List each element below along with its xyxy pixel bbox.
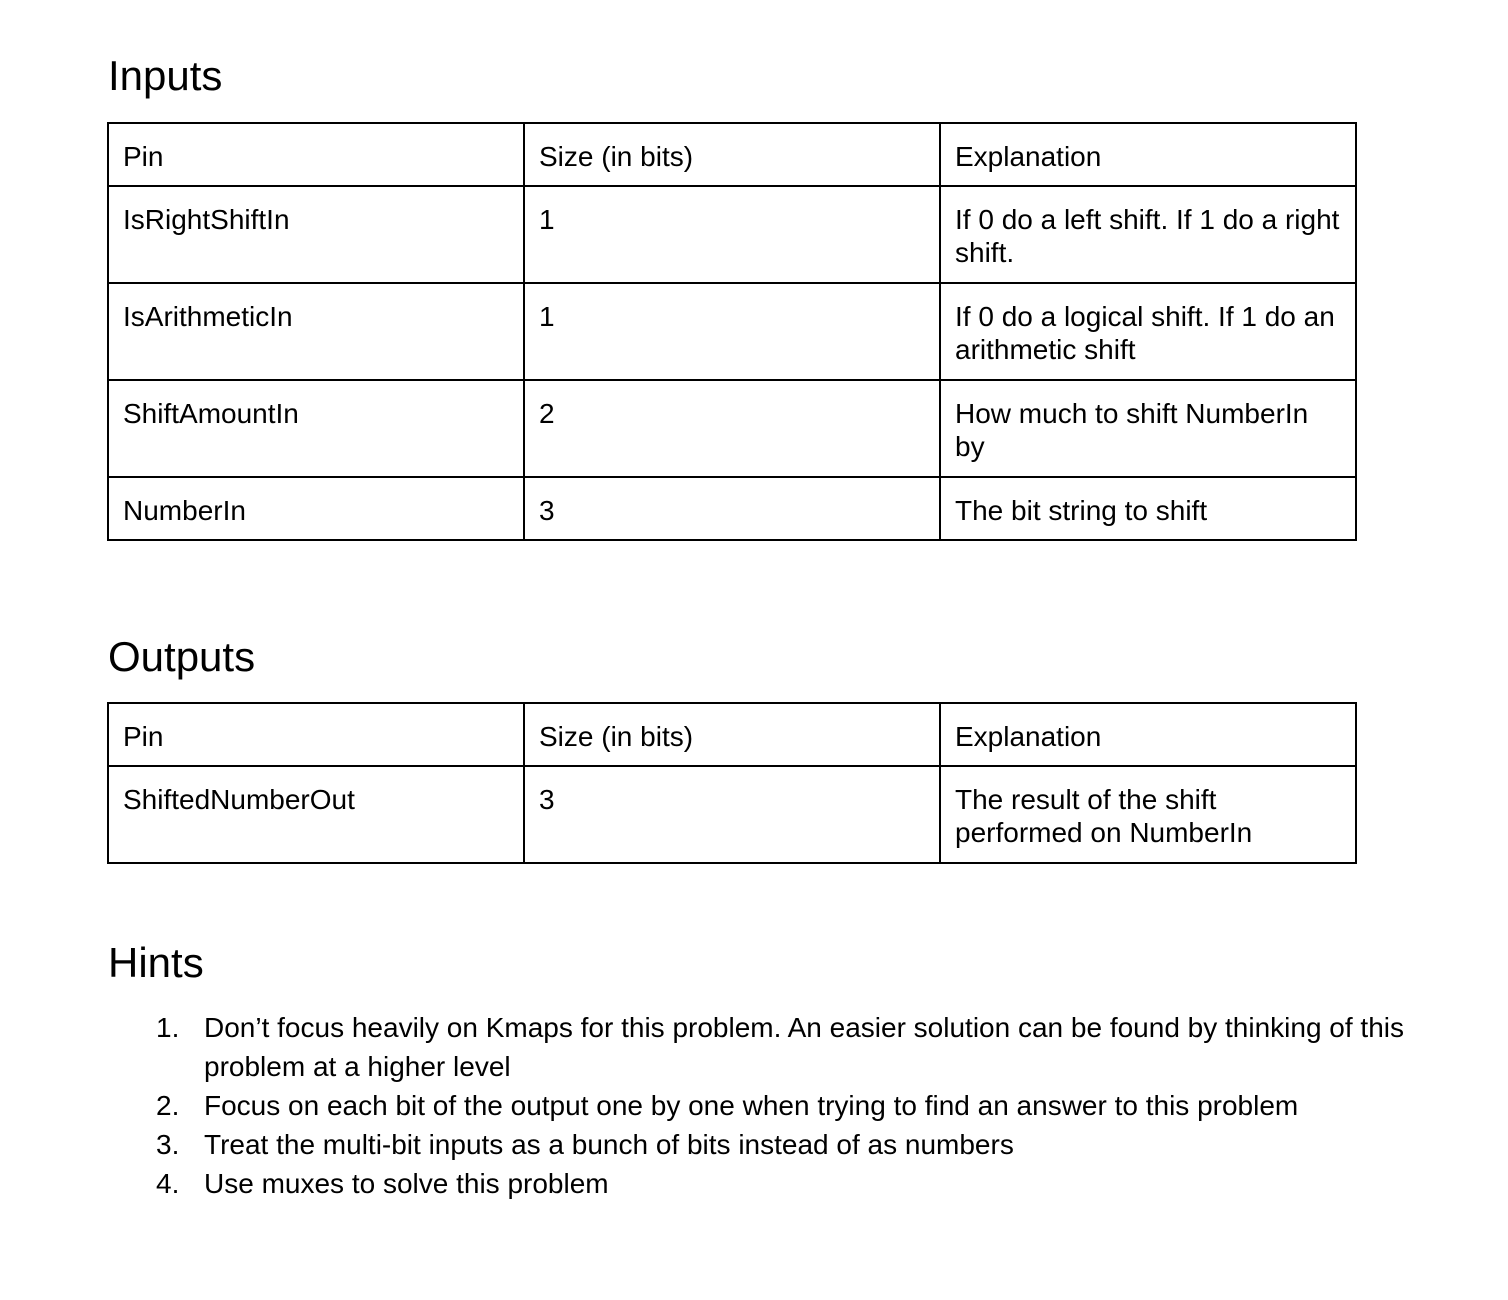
pin-cell: IsRightShiftIn bbox=[108, 186, 524, 283]
header-explanation: Explanation bbox=[940, 123, 1356, 186]
size-cell: 1 bbox=[524, 283, 940, 380]
header-size: Size (in bits) bbox=[524, 123, 940, 186]
explanation-cell: The bit string to shift bbox=[940, 477, 1356, 540]
size-cell: 2 bbox=[524, 380, 940, 477]
header-pin: Pin bbox=[108, 703, 524, 766]
header-explanation: Explanation bbox=[940, 703, 1356, 766]
hints-heading: Hints bbox=[108, 939, 204, 986]
explanation-cell: If 0 do a logical shift. If 1 do an arithmetic shift bbox=[940, 283, 1356, 380]
list-item bbox=[150, 1086, 1410, 1125]
header-pin: Pin bbox=[108, 123, 524, 186]
list-item-text: Treat the multi-bit inputs as a bunch of bits instead of as numbers bbox=[204, 1129, 1014, 1160]
pin-cell: NumberIn bbox=[108, 477, 524, 540]
table-header-row bbox=[108, 123, 1356, 186]
explanation-cell: The result of the shift performed on NumberIn bbox=[940, 766, 1356, 863]
table-row bbox=[108, 283, 1356, 380]
table-row bbox=[108, 477, 1356, 540]
list-item bbox=[150, 1164, 1410, 1203]
list-item-number: 3. bbox=[156, 1129, 180, 1160]
pin-cell: ShiftAmountIn bbox=[108, 380, 524, 477]
header-size: Size (in bits) bbox=[524, 703, 940, 766]
table-header-row bbox=[108, 703, 1356, 766]
inputs-heading: Inputs bbox=[108, 52, 223, 99]
outputs-heading: Outputs bbox=[108, 633, 256, 680]
list-item-text: Use muxes to solve this problem bbox=[204, 1168, 609, 1199]
pin-cell: ShiftedNumberOut bbox=[108, 766, 524, 863]
hints-list bbox=[150, 1008, 1410, 1203]
list-item-number: 4. bbox=[156, 1168, 180, 1199]
list-item-text: Focus on each bit of the output one by one when trying to find an answer to this problem bbox=[204, 1090, 1299, 1121]
list-item bbox=[150, 1008, 1410, 1086]
list-item-text: Don’t focus heavily on Kmaps for this problem. An easier solution can be found by thinking of this problem at a higher level bbox=[204, 1012, 1405, 1082]
list-item-number: 2. bbox=[156, 1090, 180, 1121]
size-cell: 3 bbox=[524, 477, 940, 540]
outputs-table bbox=[107, 702, 1357, 864]
pin-cell: IsArithmeticIn bbox=[108, 283, 524, 380]
explanation-cell: If 0 do a left shift. If 1 do a right shift. bbox=[940, 186, 1356, 283]
table-row bbox=[108, 766, 1356, 863]
table-row bbox=[108, 380, 1356, 477]
explanation-cell: How much to shift NumberIn by bbox=[940, 380, 1356, 477]
inputs-table bbox=[107, 122, 1357, 541]
table-row bbox=[108, 186, 1356, 283]
list-item-number: 1. bbox=[156, 1012, 180, 1043]
list-item bbox=[150, 1125, 1410, 1164]
size-cell: 3 bbox=[524, 766, 940, 863]
size-cell: 1 bbox=[524, 186, 940, 283]
